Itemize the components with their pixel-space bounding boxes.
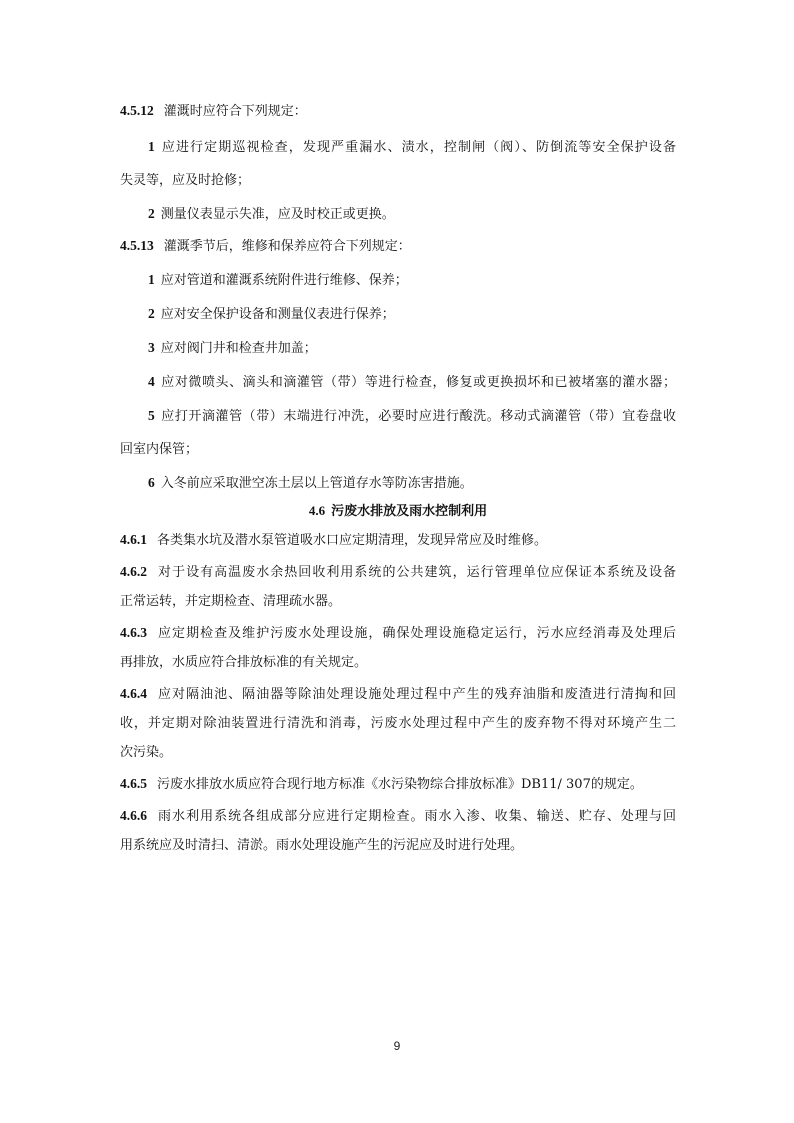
clause-continuation: 用系统应及时清扫、清淤。雨水处理设施产生的污泥应及时进行处理。 (120, 838, 524, 853)
list-item (120, 367, 676, 397)
item-number: 1 (148, 139, 155, 154)
clause (120, 525, 676, 555)
item-number: 5 (148, 408, 155, 423)
clause-number: 4.6.1 (120, 532, 147, 547)
item-text: 入冬前应采取泄空冻土层以上管道存水等防冻害措施。 (160, 476, 473, 491)
clause-number: 4.5.12 (120, 103, 154, 118)
item-number: 6 (148, 475, 155, 490)
item-text: 应打开滴灌管（带）末端进行冲洗，必要时应进行酸洗。移动式滴灌管（带）宜卷盘收 (160, 409, 676, 424)
page-content (120, 96, 676, 860)
list-item (120, 333, 676, 363)
clause-text: 应定期检查及维护污废水处理设施，确保处理设施稳定运行，污水应经消毒及处理后 (157, 626, 676, 641)
clause-continuation: 正常运转，并定期检查、清理疏水器。 (120, 594, 342, 609)
page-number: 9 (393, 1039, 401, 1053)
clause-number: 4.6.3 (120, 625, 147, 640)
item-number: 1 (148, 272, 155, 287)
clause-text: 灌溉时应符合下列规定： (163, 104, 307, 119)
item-text: 测量仪表显示失准，应及时校正或更换。 (160, 207, 395, 222)
item-continuation: 回室内保管； (120, 442, 199, 457)
section-title-text: 污废水排放及雨水控制利用 (331, 504, 488, 519)
item-number: 4 (148, 374, 155, 389)
clause-continuation: 次污染。 (120, 745, 173, 760)
clause-text: 应对隔油池、隔油器等除油处理设施处理过程中产生的残弃油脂和废渣进行清掏和回 (157, 687, 676, 702)
list-item (120, 265, 676, 295)
section-number: 4.6 (308, 503, 326, 518)
item-text: 应进行定期巡视检查，发现严重漏水、渍水，控制闸（阀）、防倒流等安全保护设备 (160, 140, 676, 155)
item-text: 应对安全保护设备和测量仪表进行保养； (160, 307, 395, 322)
clause-text: 雨水利用系统各组成部分应进行定期检查。雨水入渗、收集、输送、贮存、处理与回 (157, 809, 676, 824)
item-number: 2 (148, 206, 155, 221)
clause-text: 各类集水坑及潜水泵管道吸水口应定期清理，发现异常应及时维修。 (157, 533, 548, 548)
item-continuation: 失灵等，应及时抢修； (120, 173, 251, 188)
clause-number: 4.6.6 (120, 808, 147, 823)
clause (120, 618, 676, 648)
clause-number: 4.6.5 (120, 776, 147, 791)
item-text: 应对阀门井和检查井加盖； (160, 341, 317, 356)
clause (120, 679, 676, 709)
clause-number: 4.6.4 (120, 686, 147, 701)
clause-heading (120, 231, 676, 261)
clause (120, 801, 676, 831)
list-item (120, 468, 676, 498)
clause-text: 污废水排放水质应符合现行地方标准《水污染物综合排放标准》DB11/ 307的规定。 (157, 777, 643, 792)
item-text: 应对管道和灌溉系统附件进行维修、保养； (160, 273, 408, 288)
clause (120, 769, 676, 799)
item-text: 应对微喷头、滴头和滴灌管（带）等进行检查，修复或更换损坏和已被堵塞的灌水器； (160, 375, 676, 390)
list-item (120, 299, 676, 329)
item-number: 2 (148, 306, 155, 321)
item-number: 3 (148, 340, 155, 355)
list-item (120, 199, 676, 229)
clause-number: 4.6.2 (120, 564, 147, 579)
list-item (120, 401, 676, 431)
clause-text: 灌溉季节后，维修和保养应符合下列规定： (163, 239, 411, 254)
clause (120, 557, 676, 587)
clause-heading (120, 96, 676, 126)
section-title (120, 498, 676, 525)
clause-continuation: 再排放，水质应符合排放标准的有关规定。 (120, 655, 368, 670)
list-item (120, 132, 676, 162)
clause-number: 4.5.13 (120, 238, 154, 253)
clause-continuation: 收，并定期对除油装置进行清洗和消毒，污废水处理过程中产生的废弃物不得对环境产生二 (120, 716, 676, 731)
clause-text: 对于设有高温废水余热回收利用系统的公共建筑，运行管理单位应保证本系统及设备 (157, 565, 676, 580)
